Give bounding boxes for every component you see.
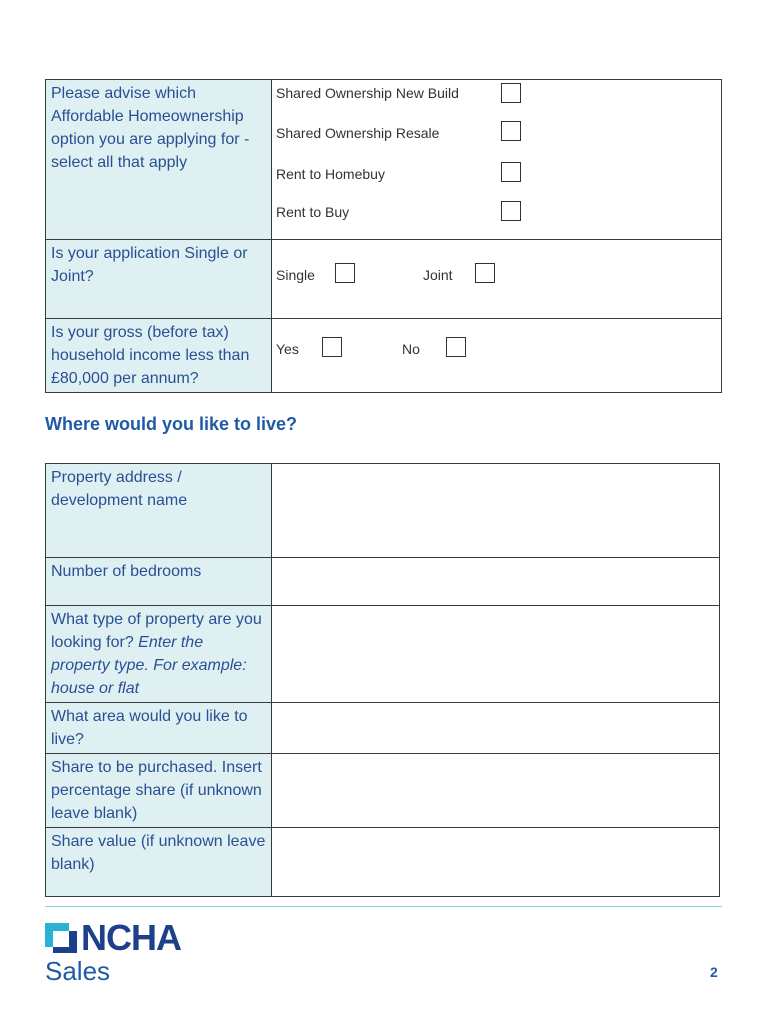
- logo-subtitle: Sales: [45, 956, 111, 986]
- section-heading: Where would you like to live?: [45, 414, 298, 434]
- bedrooms-row: [46, 558, 720, 606]
- single-checkbox[interactable]: [335, 263, 355, 283]
- joint-checkbox[interactable]: [475, 263, 495, 283]
- share-value-label: Share value (if unknown leave blank): [46, 828, 272, 897]
- location-table: [45, 463, 720, 897]
- option-label: Joint: [423, 267, 453, 283]
- area-row: [46, 703, 720, 754]
- income-answer: [272, 319, 722, 393]
- bedrooms-field[interactable]: [272, 558, 720, 606]
- area-label: What area would you like to live?: [46, 703, 272, 754]
- page-number: 2: [710, 964, 718, 980]
- single-or-joint-question: Is your application Single or Joint?: [46, 240, 272, 319]
- option-label: Single: [276, 267, 315, 283]
- shared-ownership-resale-checkbox[interactable]: [501, 121, 521, 141]
- application-type-table: [45, 79, 722, 393]
- ncha-logo-icon: [45, 923, 77, 953]
- share-percentage-label: Share to be purchased. Insert percentage share (if unknown leave blank): [46, 754, 272, 828]
- no-checkbox[interactable]: [446, 337, 466, 357]
- option-label: Rent to Buy: [276, 204, 350, 220]
- property-type-hint: Enter the property type. For example: house or flat: [51, 634, 247, 697]
- option-label: Shared Ownership New Build: [276, 85, 459, 101]
- property-type-field[interactable]: [272, 606, 720, 703]
- shared-ownership-new-build-checkbox[interactable]: [501, 83, 521, 103]
- property-type-label: [46, 606, 272, 703]
- yes-checkbox[interactable]: [322, 337, 342, 357]
- property-type-row: [46, 606, 720, 703]
- footer-divider: [45, 906, 722, 907]
- homeownership-option-answer: [272, 80, 722, 240]
- share-percentage-field[interactable]: [272, 754, 720, 828]
- property-type-question: What type of property are you looking for?: [51, 611, 262, 651]
- share-value-row: [46, 828, 720, 897]
- bedrooms-label: Number of bedrooms: [46, 558, 272, 606]
- property-address-row: [46, 464, 720, 558]
- ncha-logo: [45, 917, 181, 958]
- option-label: Shared Ownership Resale: [276, 125, 440, 141]
- homeownership-option-question: Please advise which Affordable Homeownership option you are applying for - select all that apply: [46, 80, 272, 240]
- logo-text: NCHA: [81, 917, 181, 958]
- rent-to-homebuy-checkbox[interactable]: [501, 162, 521, 182]
- option-label: Rent to Homebuy: [276, 166, 385, 182]
- option-label: Yes: [276, 341, 299, 357]
- property-address-field[interactable]: [272, 464, 720, 558]
- rent-to-buy-checkbox[interactable]: [501, 201, 521, 221]
- single-or-joint-row: [46, 240, 722, 319]
- income-question: Is your gross (before tax) household income less than £80,000 per annum?: [46, 319, 272, 393]
- single-or-joint-answer: [272, 240, 722, 319]
- property-address-label: Property address / development name: [46, 464, 272, 558]
- share-percentage-row: [46, 754, 720, 828]
- area-field[interactable]: [272, 703, 720, 754]
- income-row: [46, 319, 722, 393]
- homeownership-option-row: [46, 80, 722, 240]
- option-label: No: [402, 341, 420, 357]
- share-value-field[interactable]: [272, 828, 720, 897]
